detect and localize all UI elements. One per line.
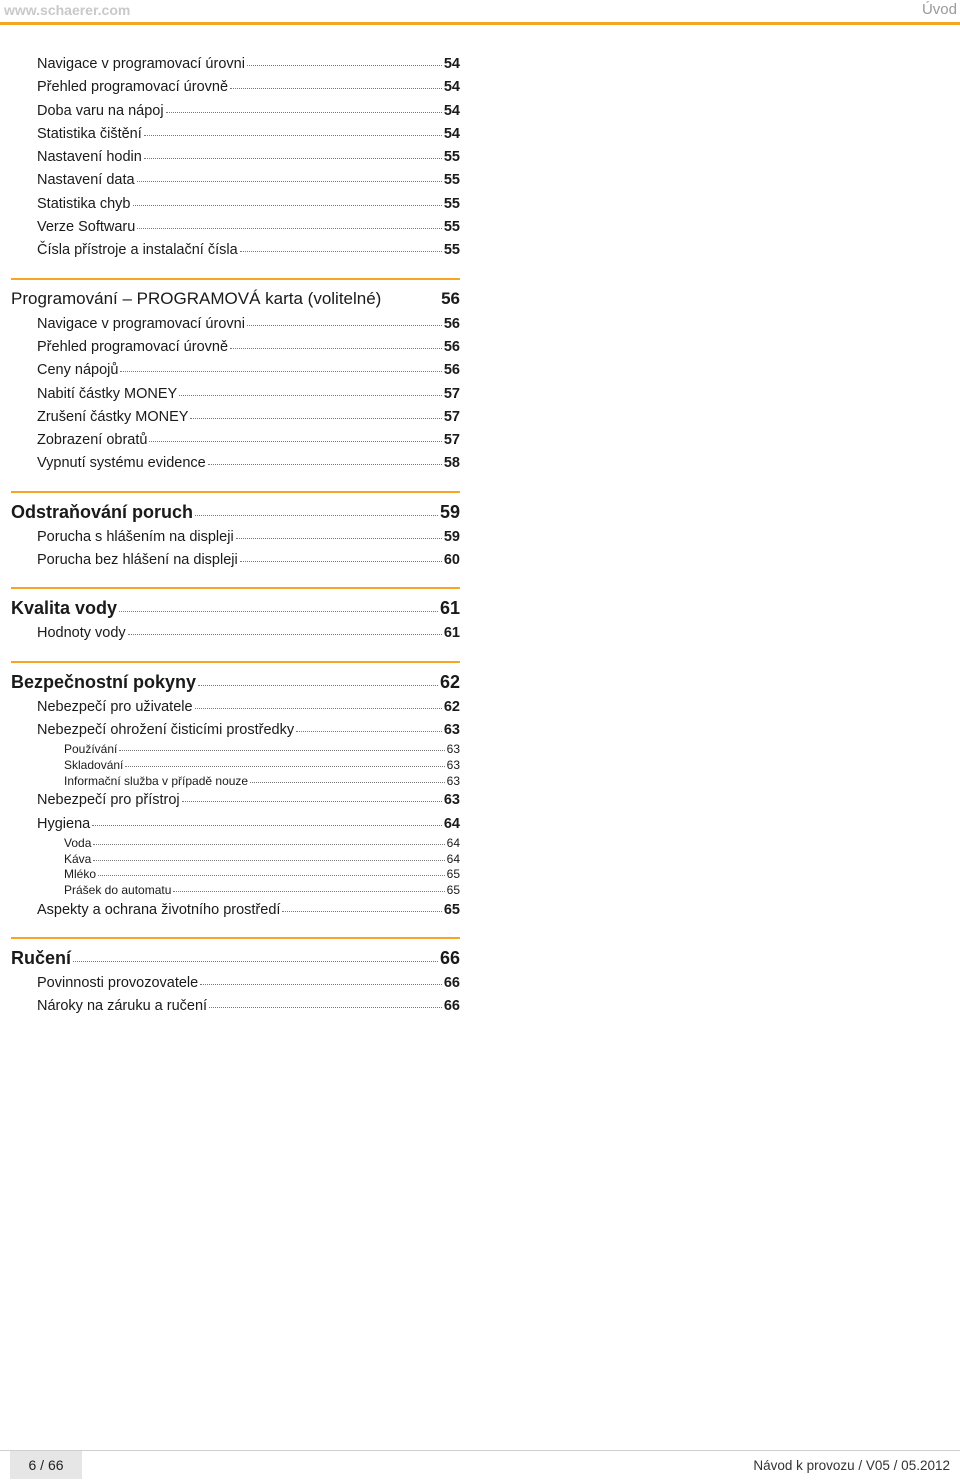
toc-entry[interactable] [11, 216, 460, 239]
toc-entry[interactable] [11, 123, 460, 146]
toc-page-number: 59 [439, 501, 460, 522]
toc-title: Nabití částky MONEY [37, 385, 178, 402]
toc-page-number: 65 [446, 882, 460, 897]
toc-title: Ručení [11, 947, 72, 968]
toc-page-number: 66 [443, 974, 460, 991]
toc-title: Navigace v programovací úrovni [37, 56, 245, 72]
toc-leader [282, 911, 441, 912]
toc-entry[interactable] [11, 452, 460, 475]
toc-subentry[interactable] [11, 742, 460, 758]
toc-title: Porucha bez hlášení na displeji [37, 552, 238, 569]
toc-title: Doba varu na nápoj [37, 102, 164, 119]
toc-leader [149, 441, 441, 442]
toc-entry[interactable] [11, 899, 460, 922]
toc-chapter[interactable] [11, 594, 460, 622]
toc-page-number: 54 [443, 56, 460, 72]
toc-page-number: 65 [446, 867, 460, 882]
toc-title: Káva [64, 851, 92, 866]
toc-entry[interactable] [11, 526, 460, 549]
site-url[interactable]: www.schaerer.com [4, 2, 131, 18]
toc-entry[interactable] [11, 995, 460, 1018]
toc-page-number: 58 [443, 455, 460, 472]
toc-leader [173, 891, 444, 892]
toc-title: Statistika chyb [37, 195, 131, 212]
toc-title: Bezpečnostní pokyny [11, 671, 197, 692]
toc-title: Povinnosti provozovatele [37, 974, 199, 991]
toc-leader [200, 984, 442, 985]
toc-subentry[interactable] [11, 867, 460, 883]
toc-title: Navigace v programovací úrovni [37, 315, 245, 332]
toc-leader [182, 801, 442, 802]
toc-page-number: 65 [443, 901, 460, 918]
toc-page-number: 57 [443, 385, 460, 402]
toc-entry[interactable] [11, 239, 460, 262]
toc-leader [247, 325, 442, 326]
toc-entry[interactable] [11, 193, 460, 216]
toc-leader [119, 611, 438, 612]
toc-leader [195, 708, 442, 709]
toc-title: Hodnoty vody [37, 625, 126, 642]
toc-title: Prášek do automatu [64, 882, 172, 897]
toc-page-number: 63 [443, 721, 460, 738]
toc-leader [179, 395, 442, 396]
toc-entry[interactable] [11, 383, 460, 406]
toc-chapter[interactable] [11, 498, 460, 526]
page-number-box [10, 1451, 82, 1479]
toc-leader [73, 961, 438, 962]
toc-leader [240, 561, 442, 562]
toc-entry[interactable] [11, 76, 460, 99]
toc-subentry[interactable] [11, 774, 460, 790]
toc-leader [92, 825, 442, 826]
toc-title: Čísla přístroje a instalační čísla [37, 242, 238, 259]
toc-subentry[interactable] [11, 758, 460, 774]
toc-page-number: 61 [443, 625, 460, 642]
toc-page-number: 55 [443, 149, 460, 166]
toc-page-number: 63 [446, 742, 460, 757]
toc-entry[interactable] [11, 169, 460, 192]
page-number: 6 / 66 [28, 1457, 64, 1473]
toc-leader [240, 251, 442, 252]
toc-leader [250, 782, 445, 783]
toc-title: Odstraňování poruch [11, 501, 194, 522]
toc-title: Kvalita vody [11, 598, 118, 619]
toc-title: Programování – PROGRAMOVÁ karta (volitelné) [11, 288, 382, 308]
toc-leader [137, 228, 442, 229]
toc-leader [230, 88, 442, 89]
toc-leader [98, 875, 445, 876]
toc-entry[interactable] [11, 972, 460, 995]
toc-chapter[interactable] [11, 944, 460, 972]
toc-entry[interactable] [11, 696, 460, 719]
toc-title: Statistika čištění [37, 125, 142, 142]
toc-entry[interactable] [11, 813, 460, 836]
toc-title: Porucha s hlášením na displeji [37, 528, 234, 545]
toc-title: Verze Softwaru [37, 219, 136, 236]
toc-page-number: 64 [446, 835, 460, 850]
toc-page-number: 54 [443, 79, 460, 96]
toc-leader [230, 348, 442, 349]
toc-leader [137, 181, 442, 182]
toc-page-number: 57 [443, 432, 460, 449]
toc-page-number: 55 [443, 195, 460, 212]
toc-page-number: 54 [443, 125, 460, 142]
toc-page-number: 60 [443, 552, 460, 569]
toc-title: Mléko [64, 867, 97, 882]
toc-page-number: 63 [443, 792, 460, 809]
toc-page-number: 56 [443, 315, 460, 332]
toc-subentry[interactable] [11, 836, 460, 852]
toc-page-number: 55 [443, 219, 460, 236]
toc-leader [209, 1007, 442, 1008]
toc-leader [198, 685, 438, 686]
toc-leader [133, 205, 442, 206]
toc-entry[interactable] [11, 53, 460, 76]
toc-leader [120, 371, 441, 372]
toc-title: Nebezpečí pro uživatele [37, 698, 193, 715]
document-version: Návod k provozu / V05 / 05.2012 [753, 1458, 950, 1473]
toc-title: Přehled programovací úrovně [37, 338, 229, 355]
toc-leader [93, 860, 444, 861]
toc-page-number: 55 [443, 172, 460, 189]
toc-title: Přehled programovací úrovně [37, 79, 229, 96]
toc-entry[interactable] [11, 622, 460, 645]
toc-title: Aspekty a ochrana životního prostředí [37, 901, 281, 918]
toc-leader [208, 464, 442, 465]
toc-page-number: 63 [446, 757, 460, 772]
page-header [0, 0, 960, 25]
toc-leader [236, 538, 442, 539]
toc-page-number: 66 [443, 998, 460, 1015]
toc-entry[interactable] [11, 789, 460, 812]
toc-page-number: 54 [443, 102, 460, 119]
toc-title: Skladování [64, 757, 124, 772]
toc-page-number: 57 [443, 408, 460, 425]
toc-leader [93, 844, 444, 845]
toc-page-number: 55 [443, 242, 460, 259]
toc-title: Nastavení hodin [37, 149, 142, 166]
toc-entry[interactable] [11, 313, 460, 336]
toc-leader [125, 766, 444, 767]
toc-title: Zrušení částky MONEY [37, 408, 189, 425]
toc-title: Zobrazení obratů [37, 432, 148, 449]
toc-leader [119, 750, 444, 751]
toc-entry[interactable] [11, 719, 460, 742]
toc-page-number: 66 [439, 947, 460, 968]
toc-leader [144, 158, 442, 159]
toc-title: Nebezpečí ohrožení čisticími prostředky [37, 721, 295, 738]
toc-page-number: 62 [443, 698, 460, 715]
toc-entry[interactable] [11, 359, 460, 382]
toc-leader [128, 634, 442, 635]
toc-leader [190, 418, 441, 419]
toc-entry[interactable] [11, 549, 460, 572]
toc-entry[interactable] [11, 429, 460, 452]
toc-page-number: 64 [446, 851, 460, 866]
toc-leader [195, 515, 438, 516]
toc-title: Používání [64, 742, 118, 757]
toc-leader [296, 731, 442, 732]
section-title: Úvod [921, 1, 957, 18]
toc-page-number: 61 [439, 598, 460, 619]
toc-page-number: 63 [446, 773, 460, 788]
toc-title: Hygiena [37, 815, 91, 832]
toc-leader [144, 135, 442, 136]
toc-title: Voda [64, 835, 92, 850]
toc-subentry[interactable] [11, 883, 460, 899]
toc-subentry[interactable] [11, 852, 460, 868]
toc-entry[interactable] [11, 100, 460, 123]
toc-title: Nebezpečí pro přístroj [37, 792, 180, 809]
toc-page-number: 56 [441, 288, 460, 308]
toc-page-number: 59 [443, 528, 460, 545]
toc-title: Vypnutí systému evidence [37, 455, 206, 472]
toc-page-number: 56 [443, 338, 460, 355]
toc-page-number: 56 [443, 362, 460, 379]
toc-entry[interactable] [11, 336, 460, 359]
footer-divider [0, 1450, 960, 1451]
toc-chapter[interactable] [11, 285, 460, 313]
toc-title: Nastavení data [37, 172, 135, 189]
toc-leader [247, 65, 442, 66]
toc-page-number: 64 [443, 815, 460, 832]
toc-title: Informační služba v případě nouze [64, 773, 249, 788]
table-of-contents [11, 53, 460, 1019]
toc-leader [166, 112, 442, 113]
toc-entry[interactable] [11, 146, 460, 169]
toc-title: Ceny nápojů [37, 362, 119, 379]
toc-title: Nároky na záruku a ručení [37, 998, 208, 1015]
toc-page-number: 62 [439, 671, 460, 692]
toc-chapter[interactable] [11, 668, 460, 696]
toc-entry[interactable] [11, 406, 460, 429]
